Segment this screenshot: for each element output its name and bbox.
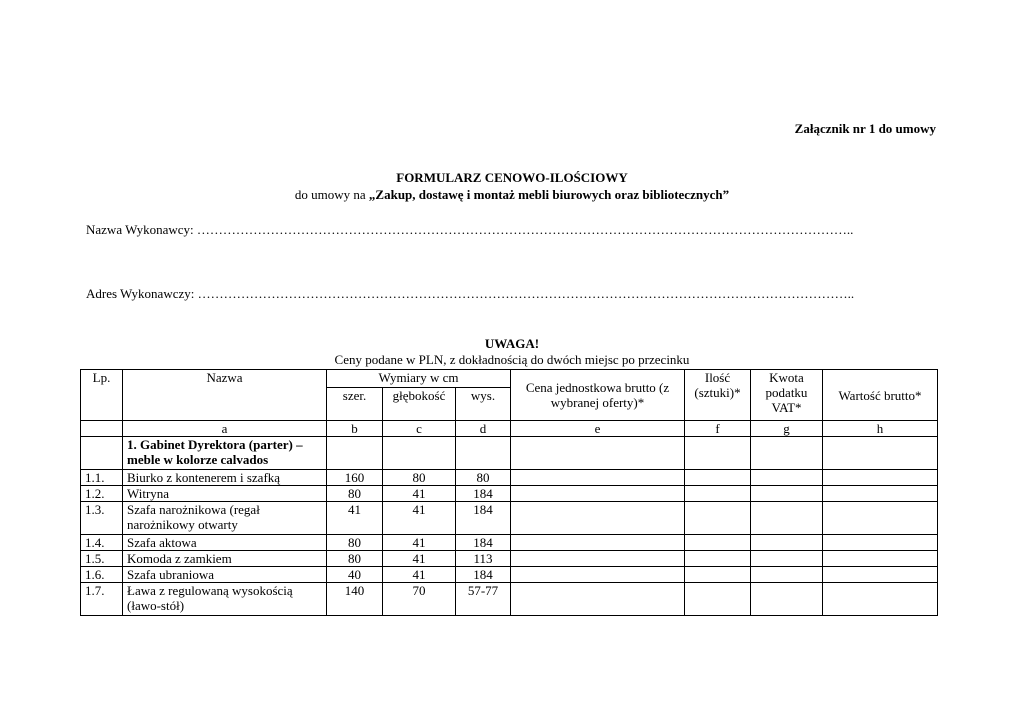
letter-cell: f bbox=[685, 421, 751, 437]
table-row bbox=[81, 567, 938, 583]
row-height: 57-77 bbox=[456, 583, 511, 616]
row-name: Biurko z kontenerem i szafką bbox=[123, 470, 327, 486]
row-vat bbox=[751, 470, 823, 486]
row-unit-price bbox=[511, 486, 685, 502]
header-lp: Lp. bbox=[81, 370, 123, 421]
row-quantity bbox=[685, 486, 751, 502]
row-gross-value bbox=[823, 551, 938, 567]
letter-cell bbox=[81, 421, 123, 437]
row-unit-price bbox=[511, 535, 685, 551]
header-name: Nazwa bbox=[123, 370, 327, 421]
row-depth: 80 bbox=[383, 470, 456, 486]
table-row bbox=[81, 486, 938, 502]
row-unit-price bbox=[511, 551, 685, 567]
table-cell bbox=[685, 437, 751, 470]
row-lp: 1.1. bbox=[81, 470, 123, 486]
row-lp: 1.7. bbox=[81, 583, 123, 616]
row-height: 184 bbox=[456, 486, 511, 502]
row-gross-value bbox=[823, 567, 938, 583]
row-width: 41 bbox=[327, 502, 383, 535]
letter-cell: e bbox=[511, 421, 685, 437]
table-cell bbox=[383, 437, 456, 470]
header-depth: głębokość bbox=[383, 388, 456, 421]
row-width: 160 bbox=[327, 470, 383, 486]
contractor-address-line: Adres Wykonawczy: …………………………………………………………………………………………………………………………………….. bbox=[86, 286, 855, 301]
row-height: 184 bbox=[456, 567, 511, 583]
notice-text: Ceny podane w PLN, z dokładnością do dwóch miejsc po przecinku bbox=[334, 352, 690, 367]
table-cell bbox=[511, 437, 685, 470]
header-unit-price: Cena jednostkowa brutto (z wybranej oferty)* bbox=[511, 370, 685, 421]
row-gross-value bbox=[823, 502, 938, 535]
row-depth: 41 bbox=[383, 551, 456, 567]
row-depth: 41 bbox=[383, 486, 456, 502]
row-height: 113 bbox=[456, 551, 511, 567]
header-row bbox=[81, 370, 938, 388]
table-row bbox=[81, 470, 938, 486]
row-gross-value bbox=[823, 470, 938, 486]
table-row bbox=[81, 502, 938, 535]
row-name: Szafa narożnikowa (regał narożnikowy otwarty bbox=[123, 502, 327, 535]
row-height: 80 bbox=[456, 470, 511, 486]
row-name: Szafa ubraniowa bbox=[123, 567, 327, 583]
table-cell bbox=[327, 437, 383, 470]
row-name: Witryna bbox=[123, 486, 327, 502]
row-height: 184 bbox=[456, 502, 511, 535]
row-gross-value bbox=[823, 583, 938, 616]
letter-cell: a bbox=[123, 421, 327, 437]
row-name: Komoda z zamkiem bbox=[123, 551, 327, 567]
row-lp: 1.5. bbox=[81, 551, 123, 567]
row-name: Ława z regulowaną wysokością (ławo-stół) bbox=[123, 583, 327, 616]
header-vat: Kwota podatku VAT* bbox=[751, 370, 823, 421]
row-width: 40 bbox=[327, 567, 383, 583]
row-vat bbox=[751, 535, 823, 551]
row-vat bbox=[751, 551, 823, 567]
row-width: 80 bbox=[327, 535, 383, 551]
form-title: FORMULARZ CENOWO-ILOŚCIOWY bbox=[396, 170, 628, 185]
header-dimensions: Wymiary w cm bbox=[327, 370, 511, 388]
row-width: 80 bbox=[327, 486, 383, 502]
section-title: 1. Gabinet Dyrektora (parter) – meble w kolorze calvados bbox=[123, 437, 327, 470]
form-subtitle bbox=[0, 187, 1024, 203]
annex-label: Załącznik nr 1 do umowy bbox=[794, 121, 936, 136]
letter-cell: c bbox=[383, 421, 456, 437]
header-gross-value: Wartość brutto* bbox=[823, 370, 938, 421]
table-cell bbox=[81, 437, 123, 470]
table-cell bbox=[456, 437, 511, 470]
row-unit-price bbox=[511, 470, 685, 486]
row-lp: 1.4. bbox=[81, 535, 123, 551]
row-width: 140 bbox=[327, 583, 383, 616]
row-quantity bbox=[685, 470, 751, 486]
row-quantity bbox=[685, 583, 751, 616]
row-lp: 1.2. bbox=[81, 486, 123, 502]
row-width: 80 bbox=[327, 551, 383, 567]
section-row bbox=[81, 437, 938, 470]
row-depth: 70 bbox=[383, 583, 456, 616]
row-vat bbox=[751, 502, 823, 535]
row-quantity bbox=[685, 535, 751, 551]
subtitle-prefix: do umowy na bbox=[294, 187, 369, 202]
row-height: 184 bbox=[456, 535, 511, 551]
row-depth: 41 bbox=[383, 535, 456, 551]
row-depth: 41 bbox=[383, 567, 456, 583]
notice-title: UWAGA! bbox=[484, 336, 540, 351]
row-quantity bbox=[685, 567, 751, 583]
row-unit-price bbox=[511, 583, 685, 616]
row-vat bbox=[751, 486, 823, 502]
row-vat bbox=[751, 583, 823, 616]
row-vat bbox=[751, 567, 823, 583]
table-row bbox=[81, 551, 938, 567]
letter-cell: d bbox=[456, 421, 511, 437]
row-lp: 1.6. bbox=[81, 567, 123, 583]
table-row bbox=[81, 583, 938, 616]
letter-cell: g bbox=[751, 421, 823, 437]
table-cell bbox=[751, 437, 823, 470]
header-height: wys. bbox=[456, 388, 511, 421]
letters-row bbox=[81, 421, 938, 437]
table-cell bbox=[823, 437, 938, 470]
row-name: Szafa aktowa bbox=[123, 535, 327, 551]
row-gross-value bbox=[823, 486, 938, 502]
row-gross-value bbox=[823, 535, 938, 551]
row-unit-price bbox=[511, 502, 685, 535]
row-quantity bbox=[685, 551, 751, 567]
letter-cell: h bbox=[823, 421, 938, 437]
table-row bbox=[81, 535, 938, 551]
header-width: szer. bbox=[327, 388, 383, 421]
price-table bbox=[80, 369, 938, 616]
subtitle-subject: „Zakup, dostawę i montaż mebli biurowych oraz bibliotecznych” bbox=[368, 187, 730, 202]
row-lp: 1.3. bbox=[81, 502, 123, 535]
row-unit-price bbox=[511, 567, 685, 583]
header-quantity: Ilość (sztuki)* bbox=[685, 370, 751, 421]
row-quantity bbox=[685, 502, 751, 535]
letter-cell: b bbox=[327, 421, 383, 437]
row-depth: 41 bbox=[383, 502, 456, 535]
contractor-name-line: Nazwa Wykonawcy: …………………………………………………………………………………………………………………………………….. bbox=[86, 222, 854, 237]
